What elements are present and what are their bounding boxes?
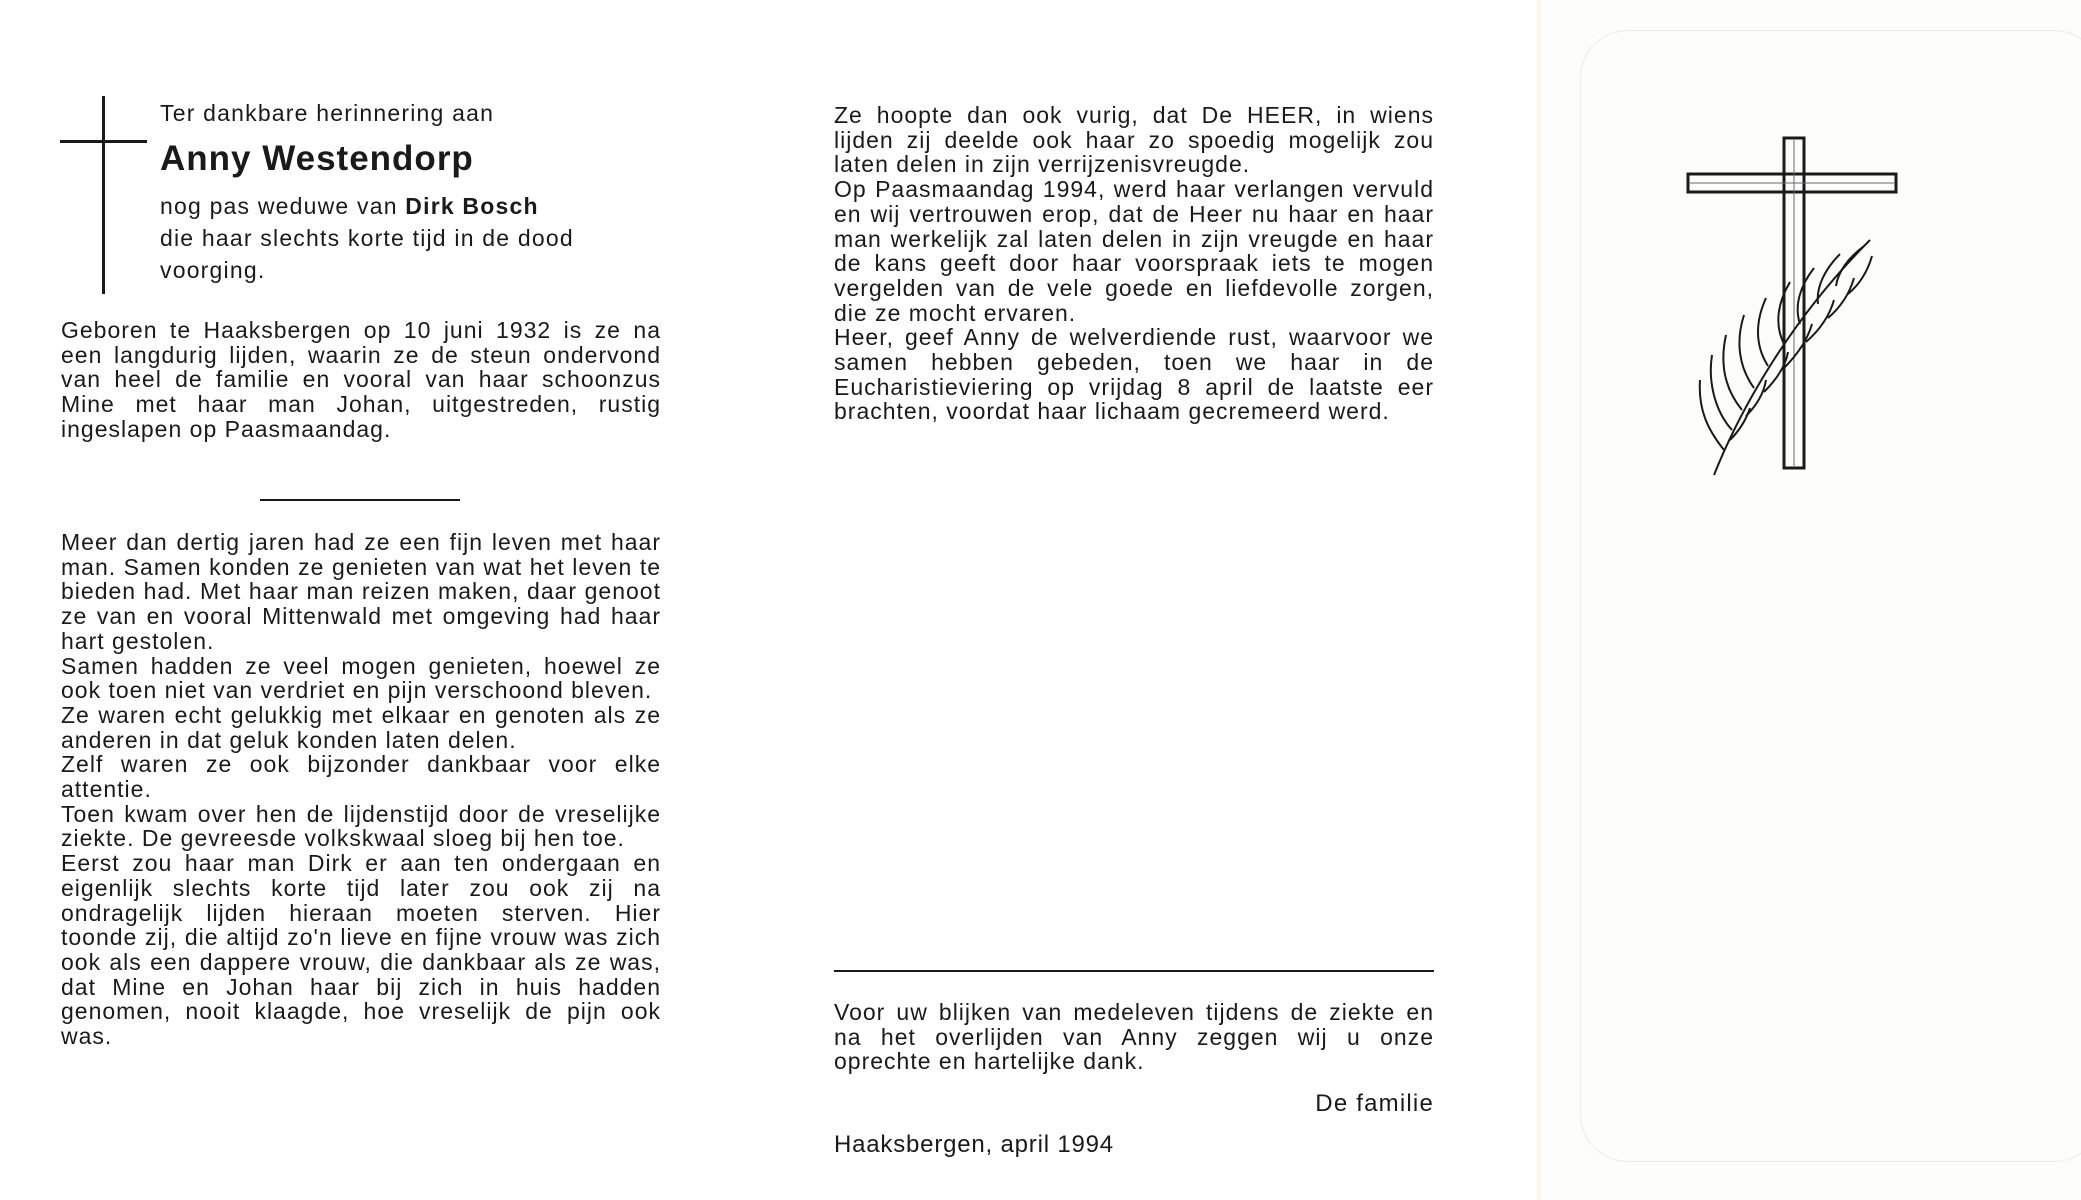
life-story [61,530,661,1049]
birth-text: Geboren te Haaksbergen op 10 juni 1932 is ze na een langdurig lijden, waarin ze de steun ondervond van heel de familie en vooral van haar schoonzus Mine met haar man Johan, uitgestreden, rustig ingeslapen op Paasmaandag. [61,317,661,442]
thanks-text: Voor uw blijken van medeleven tijdens de ziekte en na het overlijden van Anny zeggen wij u onze oprechte en hartelijke dank. [834,999,1434,1075]
widow-prefix: nog pas weduwe van [160,193,406,219]
header-cross-icon [102,96,105,294]
life-paragraph: Meer dan dertig jaren had ze een fijn leven met haar man. Samen konden ze genieten van wat het leven te bieden had. Met haar man reizen maken, daar genoot ze van en vooral Mittenwald met omgeving had haar hart gestolen. [61,529,661,654]
widow-line-2: die haar slechts korte tijd in de dood [160,225,574,251]
life-paragraph: Zelf waren ze ook bijzonder dankbaar voor elke attentie. [61,751,661,803]
separator-line [260,499,460,501]
life-paragraph: Ze waren echt gelukkig met elkaar en genoten als ze anderen in dat geluk konden laten delen. [61,701,661,753]
memorial-header [160,98,660,286]
thanks-separator [834,970,1434,972]
hope-paragraph: Ze hoopte dan ook vurig, dat De HEER, in wiens lijden zij deelde ook haar zo spoedig mogelijk zou laten delen in zijn verrijzenisvreugde. [834,102,1434,178]
widow-line-3: voorging. [160,257,266,283]
place-date: Haaksbergen, april 1994 [834,1131,1114,1158]
card-fold [1536,0,1542,1200]
life-paragraph: Samen hadden ze veel mogen genieten, hoewel ze ook toen niet van verdriet en pijn verschoond bleven. [61,652,661,704]
life-paragraph: Eerst zou haar man Dirk er aan ten ondergaan en eigenlijk slechts korte tijd later zou ook zij na ondragelijk lijden hieraan moeten sterven. Hier toonde zij, die altijd zo'n lieve en fijne vrouw was zich ook als een dappere vrouw, die dankbaar als ze was, dat Mine en Johan haar bij zich in huis hadden genomen, nooit klaagde, hoe vreselijk de pijn ook was. [61,850,661,1050]
palm-branch-icon [1700,240,1872,475]
deceased-name: Anny Westendorp [160,139,474,178]
life-paragraph: Toen kwam over hen de lijdenstijd door de vreselijke ziekte. De gevreesde volkskwaal sloeg bij hen toe. [61,800,661,852]
cross-with-palm-icon [1680,130,1900,480]
husband-name: Dirk Bosch [405,193,539,219]
intro-line: Ter dankbare herinnering aan [160,100,495,126]
thanks-block [834,1000,1434,1074]
hope-paragraph: Op Paasmaandag 1994, werd haar verlangen vervuld en wij vertrouwen erop, dat de Heer nu haar en haar man werkelijk zal laten delen in zijn vreugde en haar de kans geeft door haar voorspraak iets te mogen vergelden van de vele goede en liefdevolle zorgen, die ze mocht ervaren. [834,176,1434,326]
hope-paragraph: Heer, geef Anny de welverdiende rust, waarvoor we samen hebben gebeden, toen we haar in de Eucharistieviering op vrijdag 8 april de laatste eer brachten, voordat haar lichaam gecremeerd werd. [834,324,1434,425]
header-cross-bar [60,140,147,143]
hope-text [834,103,1434,424]
family-signature: De familie [1315,1090,1434,1117]
widow-line [160,190,660,222]
cross-icon [1688,138,1896,468]
birth-paragraph [61,318,661,442]
